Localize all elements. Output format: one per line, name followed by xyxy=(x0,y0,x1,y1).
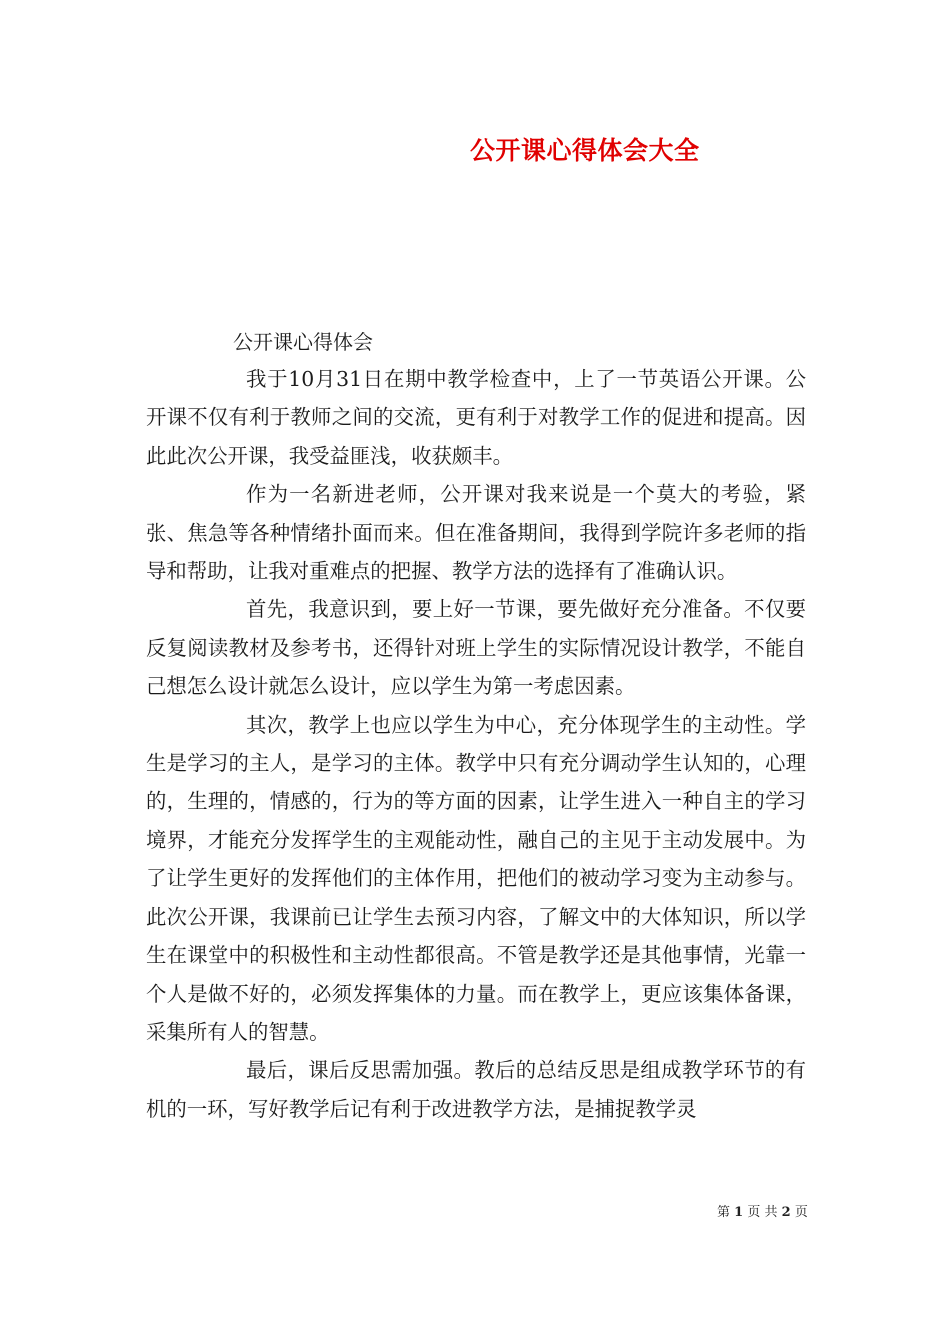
paragraph-1: 我于10月31日在期中教学检查中，上了一节英语公开课。公开课不仅有利于教师之间的交流，更有利于对教学工作的促进和提高。因此此次公开课，我受益匪浅，收获颇丰。 xyxy=(146,367,806,468)
paragraph-3: 首先，我意识到，要上好一节课，要先做好充分准备。不仅要反复阅读教材及参考书，还得针对班上学生的实际情况设计教学，不能自己想怎么设计就怎么设计，应以学生为第一考虑因素。 xyxy=(146,597,806,699)
footer-current-page: 1 xyxy=(734,1205,744,1220)
footer-prefix: 第 xyxy=(717,1205,731,1220)
paragraph-5: 最后，课后反思需加强。教后的总结反思是组成教学环节的有机的一环，写好教学后记有利于改进教学方法，是捕捉教学灵 xyxy=(146,1058,806,1121)
paragraph-2: 作为一名新进老师，公开课对我来说是一个莫大的考验，紧张、焦急等各种情绪扑面而来。但在准备期间，我得到学院许多老师的指导和帮助，让我对重难点的把握、教学方法的选择有了准确认识。 xyxy=(146,482,806,584)
document-body xyxy=(146,360,806,1128)
paragraph-4: 其次，教学上也应以学生为中心，充分体现学生的主动性。学生是学习的主人，是学习的主体。教学中只有充分调动学生认知的，心理的，生理的，情感的，行为的等方面的因素，让学生进入一种自主的学习境界，才能充分发挥学生的主观能动性，融自己的主见于主动发展中。为了让学生更好的发挥他们的主体作用，把他们的被动学习变为主动参与。此次公开课，我课前已让学生去预习内容，了解文中的大体知识，所以学生在课堂中的积极性和主动性都很高。不管是教学还是其他事情，光靠一个人是做不好的，必须发挥集体的力量。而在教学上，更应该集体备课，采集所有人的智慧。 xyxy=(146,712,806,1044)
footer-middle: 页 共 xyxy=(747,1205,778,1220)
section-heading: 公开课心得体会 xyxy=(233,330,373,354)
footer-total-pages: 2 xyxy=(781,1205,791,1220)
page-footer xyxy=(717,1204,808,1222)
footer-suffix: 页 xyxy=(794,1205,808,1220)
document-title: 公开课心得体会大全 xyxy=(470,136,700,165)
